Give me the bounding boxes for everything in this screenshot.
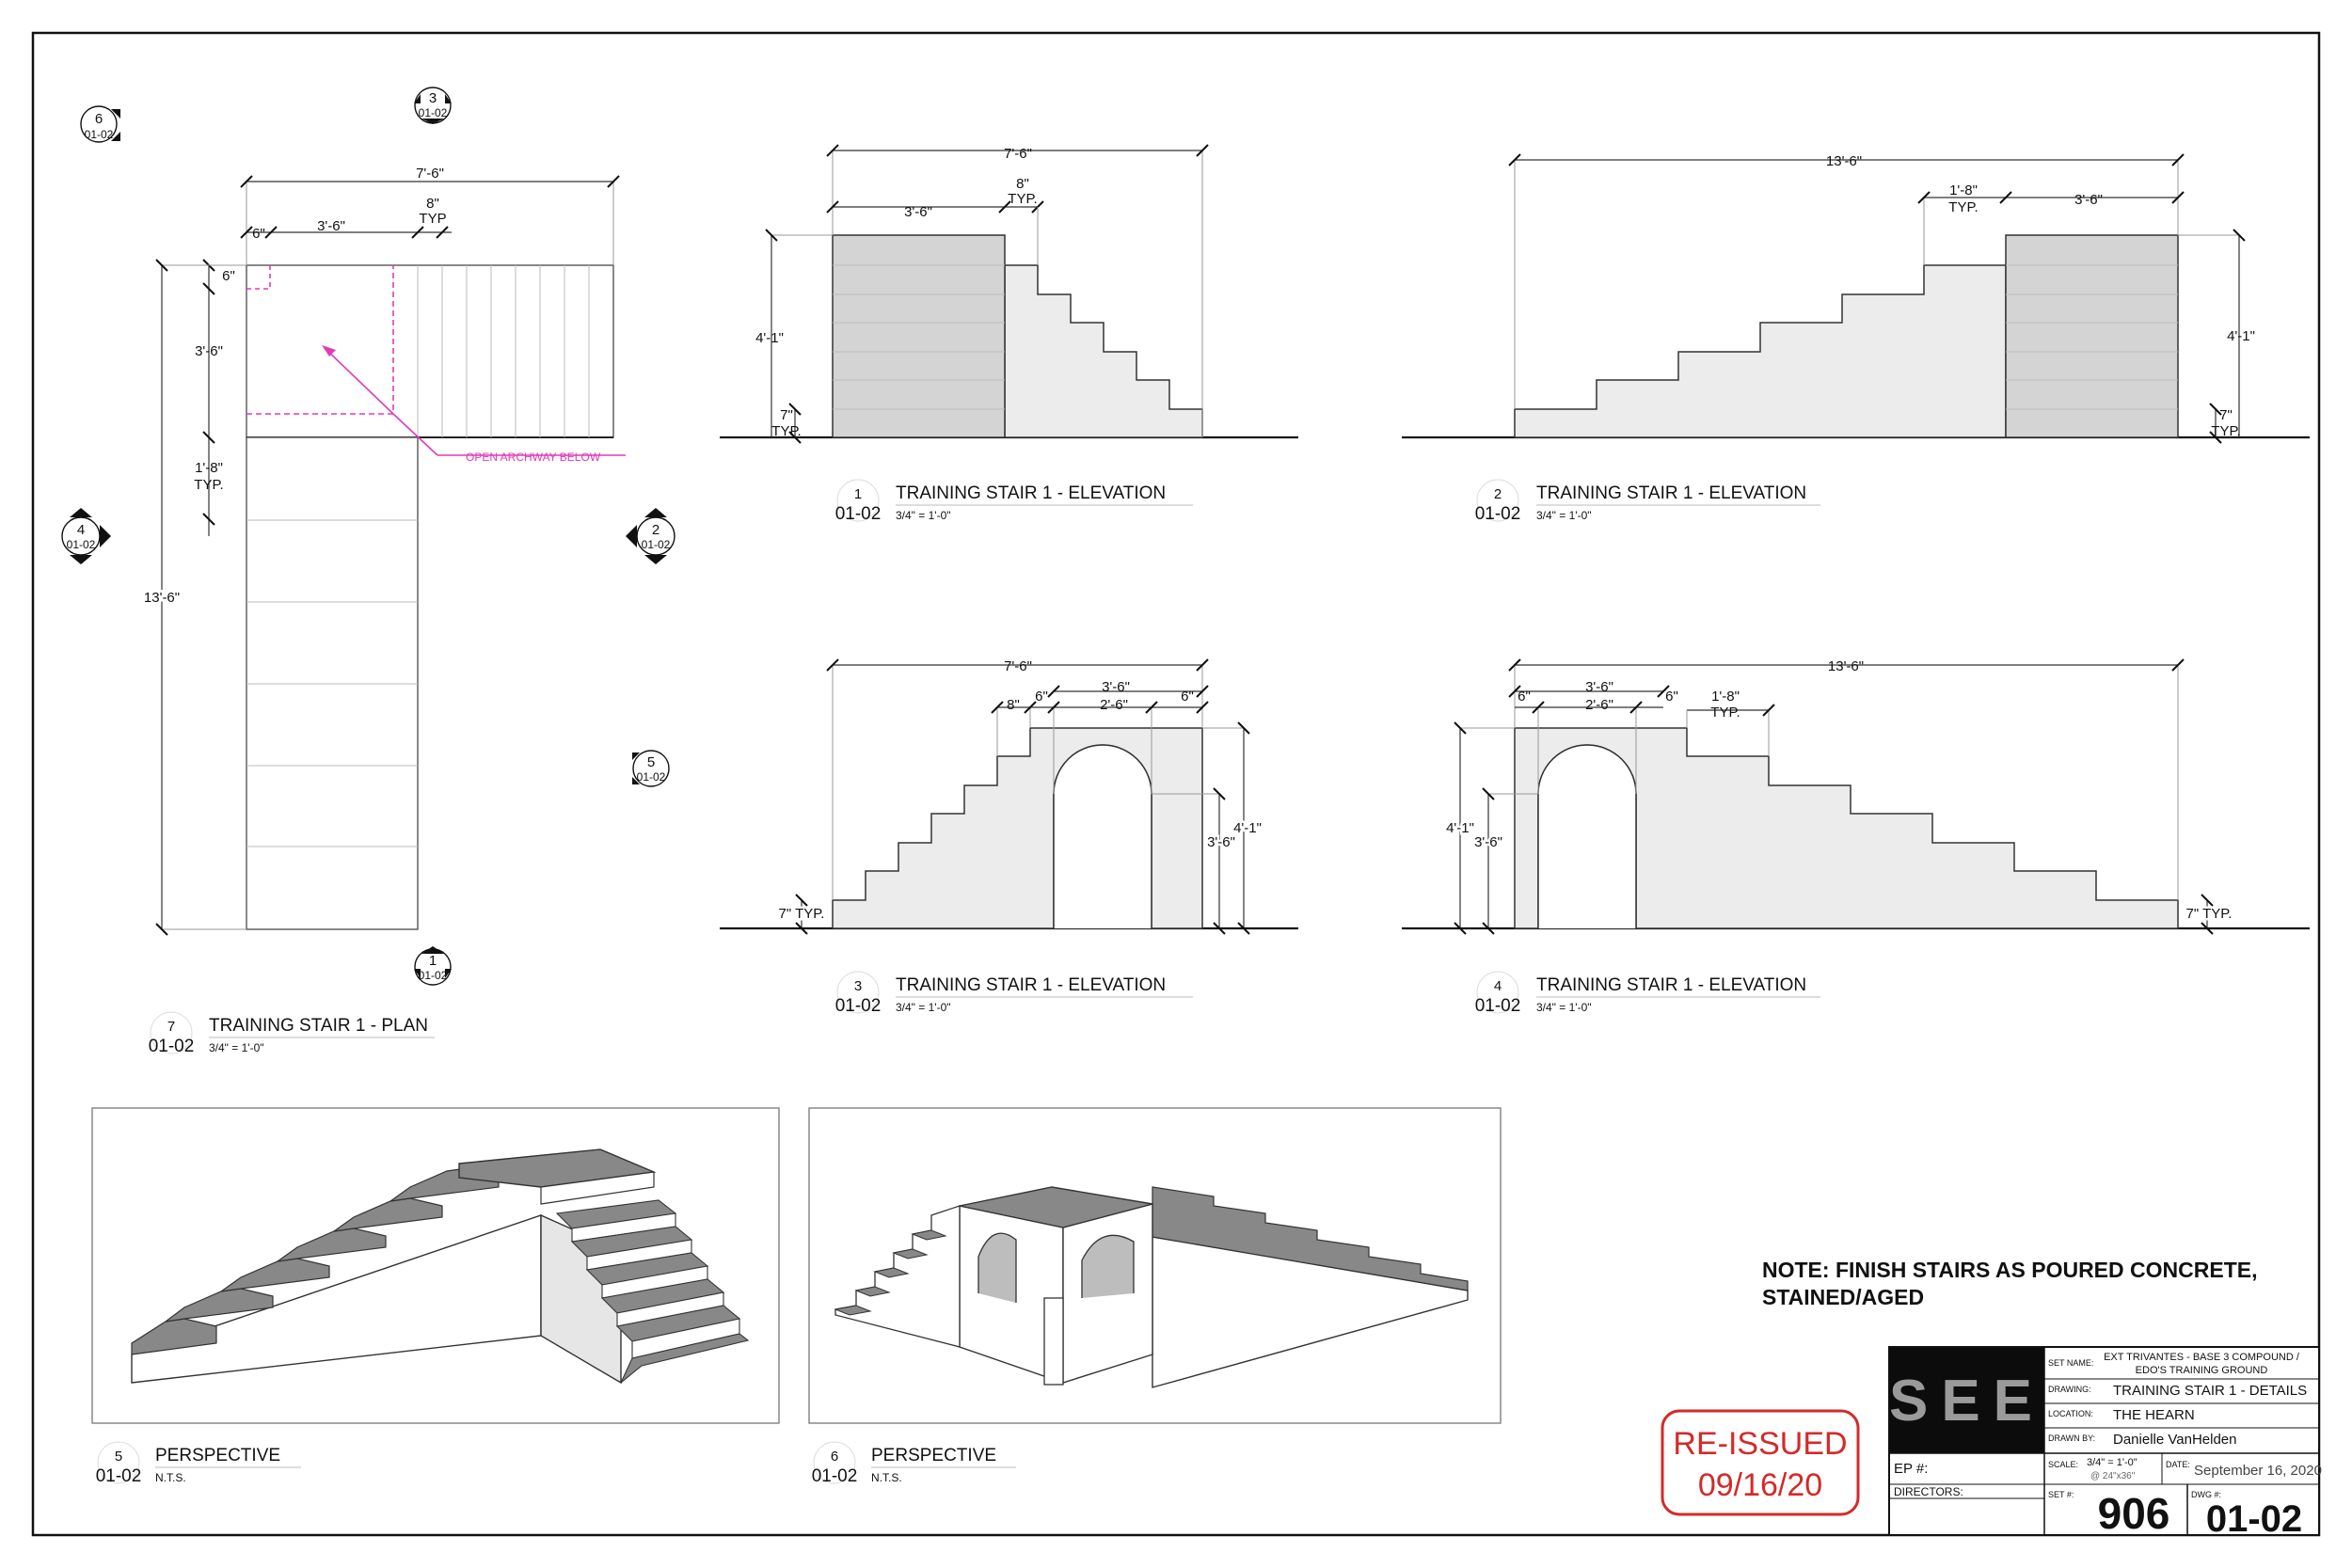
dim-e4-4-1: 4'-1" [1446, 820, 1474, 836]
section-callout-6[interactable] [81, 106, 120, 142]
svg-text:TRAINING STAIR 1 - ELEVATION: TRAINING STAIR 1 - ELEVATION [896, 483, 1167, 503]
dim-plan-3-6: 3'-6" [317, 218, 345, 234]
svg-text:EP #:: EP #: [1894, 1461, 1929, 1477]
callout-sheet-ref: 01-02 [641, 538, 671, 551]
section-callout-2[interactable] [626, 508, 675, 564]
dim-e4-3-6v: 3'-6" [1474, 834, 1502, 850]
svg-text:4: 4 [1493, 978, 1502, 994]
svg-text:3: 3 [853, 978, 863, 994]
dim-e3-4-1: 4'-1" [1233, 820, 1262, 836]
svg-text:09/16/20: 09/16/20 [1697, 1467, 1823, 1503]
dim-plan-typ: TYP [419, 211, 447, 227]
svg-text:N.T.S.: N.T.S. [155, 1471, 186, 1484]
svg-text:01-02: 01-02 [148, 1037, 195, 1056]
callout-sheet-ref: 01-02 [84, 128, 114, 141]
callout-number: 1 [428, 953, 437, 969]
dim-e3-3-6: 3'-6" [1102, 679, 1130, 695]
svg-text:TRAINING STAIR 1 - ELEVATION: TRAINING STAIR 1 - ELEVATION [1536, 483, 1807, 503]
dim-plan-6-v: 6" [222, 268, 235, 284]
section-callout-1[interactable] [414, 946, 452, 985]
dim-e3-6b: 6" [1181, 689, 1194, 705]
dim-plan-3-6-v: 3'-6" [195, 343, 223, 359]
dim-e4-7typ: 7" TYP. [2185, 906, 2233, 922]
dim-e1-8: 8" [1016, 176, 1029, 192]
dim-e4-2-6: 2'-6" [1585, 697, 1613, 713]
dim-e3-7typ: 7" TYP. [778, 906, 825, 922]
svg-text:N.T.S.: N.T.S. [871, 1471, 902, 1484]
callout-sheet-ref: 01-02 [636, 770, 666, 784]
callout-number: 5 [646, 754, 656, 770]
dim-e4-6a: 6" [1518, 689, 1531, 705]
dim-e2-typ: TYP. [1948, 199, 1979, 215]
plan-view [144, 166, 626, 935]
svg-text:Danielle VanHelden: Danielle VanHelden [2113, 1432, 2237, 1448]
svg-text:01-02: 01-02 [834, 996, 882, 1016]
view-title-1 [835, 480, 1193, 524]
svg-text:TRAINING STAIR 1 - ELEVATION: TRAINING STAIR 1 - ELEVATION [1536, 975, 1807, 995]
dim-e2-3-6: 3'-6" [2074, 192, 2103, 208]
callout-sheet-ref: 01-02 [418, 106, 448, 119]
view-title-6 [812, 1442, 1016, 1486]
svg-text:TRAINING STAIR 1 - DETAILS: TRAINING STAIR 1 - DETAILS [2113, 1383, 2308, 1399]
dim-e3-6a: 6" [1035, 689, 1048, 705]
dim-e4-6b: 6" [1665, 689, 1678, 705]
callout-number: 3 [428, 90, 437, 106]
svg-text:3/4" = 1'-0": 3/4" = 1'-0" [896, 509, 951, 522]
dim-e2-1-8: 1'-8" [1949, 182, 1978, 198]
svg-text:EDO'S TRAINING GROUND: EDO'S TRAINING GROUND [2135, 1365, 2268, 1376]
dim-e2-typ2: TYP. [2211, 423, 2241, 439]
svg-text:01-02: 01-02 [1474, 504, 1521, 524]
section-callout-4[interactable] [62, 508, 111, 564]
dim-e3-2-6: 2'-6" [1100, 697, 1128, 713]
svg-text:5: 5 [114, 1449, 123, 1465]
svg-text:EXT TRIVANTES - BASE 3 COMPOUN: EXT TRIVANTES - BASE 3 COMPOUND / [2104, 1352, 2299, 1363]
dim-e4-typ: TYP. [1710, 705, 1740, 721]
dim-e2-7: 7" [2219, 407, 2233, 423]
svg-text:September 16, 2020: September 16, 2020 [2194, 1463, 2322, 1479]
svg-text:STAINED/AGED: STAINED/AGED [1762, 1285, 1925, 1309]
svg-text:3/4" = 1'-0": 3/4" = 1'-0" [1536, 509, 1592, 522]
svg-text:TRAINING STAIR 1 - PLAN: TRAINING STAIR 1 - PLAN [209, 1016, 428, 1036]
dim-plan-1-8: 1'-8" [195, 460, 223, 476]
view-title-7 [149, 1012, 435, 1056]
archway-note: OPEN ARCHWAY BELOW [466, 451, 601, 464]
svg-text:SET NAME:: SET NAME: [2048, 1358, 2094, 1368]
section-callout-5[interactable] [632, 751, 669, 786]
dim-plan-8: 8" [426, 196, 439, 212]
svg-text:2: 2 [1493, 486, 1502, 502]
view-title-3 [835, 972, 1193, 1016]
dim-e3-overall: 7'-6" [1004, 658, 1032, 674]
elevation-1 [720, 145, 1298, 443]
svg-text:1: 1 [853, 486, 863, 502]
svg-text:PERSPECTIVE: PERSPECTIVE [155, 1446, 281, 1465]
title-block [1889, 1347, 2322, 1540]
svg-text:01-02: 01-02 [1474, 996, 1521, 1016]
svg-text:PERSPECTIVE: PERSPECTIVE [871, 1446, 997, 1465]
dim-e1-typ: TYP. [1008, 191, 1038, 207]
dim-e3-8: 8" [1007, 697, 1020, 713]
dim-e1-typ2: TYP. [771, 423, 802, 439]
svg-text:THE HEARN: THE HEARN [2113, 1407, 2195, 1423]
svg-text:NOTE: FINISH STAIRS AS POURED: NOTE: FINISH STAIRS AS POURED CONCRETE, [1762, 1258, 2258, 1282]
dim-e1-overall: 7'-6" [1004, 146, 1032, 162]
callout-sheet-ref: 01-02 [66, 538, 96, 551]
dim-e4-overall: 13'-6" [1827, 658, 1865, 674]
reissued-stamp [1662, 1411, 1858, 1514]
svg-text:01-02: 01-02 [95, 1466, 142, 1486]
dim-e2-height: 4'-1" [2227, 328, 2255, 344]
dim-plan-6: 6" [252, 226, 265, 242]
callout-sheet-ref: 01-02 [418, 969, 448, 982]
view-title-5 [96, 1442, 301, 1486]
dim-e4-1-8: 1'-8" [1711, 689, 1740, 705]
svg-text:DWG #:: DWG #: [2191, 1490, 2222, 1499]
svg-text:LOCATION:: LOCATION: [2048, 1409, 2093, 1418]
dim-plan-typ2: TYP. [194, 477, 224, 493]
callout-number: 2 [651, 522, 660, 538]
elevation-3 [720, 658, 1298, 934]
view-title-2 [1475, 480, 1820, 524]
dim-e2-overall: 13'-6" [1825, 153, 1863, 169]
dim-e3-3-6v: 3'-6" [1207, 834, 1235, 850]
svg-text:01-02: 01-02 [834, 504, 882, 524]
svg-text:3/4" = 1'-0": 3/4" = 1'-0" [1536, 1001, 1592, 1014]
svg-text:DRAWN BY:: DRAWN BY: [2048, 1433, 2096, 1443]
svg-text:@ 24"x36": @ 24"x36" [2090, 1471, 2136, 1481]
perspective-5 [92, 1108, 779, 1423]
perspective-6 [809, 1108, 1501, 1423]
callout-number: 6 [94, 111, 103, 127]
svg-text:SET #:: SET #: [2048, 1490, 2074, 1499]
elevation-4 [1402, 658, 2310, 934]
drawing-number: 01-02 [2205, 1498, 2303, 1540]
svg-text:01-02: 01-02 [811, 1466, 858, 1486]
svg-text:3/4" = 1'-0": 3/4" = 1'-0" [209, 1041, 264, 1054]
dim-plan-13-6: 13'-6" [143, 590, 181, 606]
svg-text:RE-ISSUED: RE-ISSUED [1673, 1426, 1848, 1462]
see-logo: SEE [1888, 1369, 2046, 1433]
svg-text:3/4" = 1'-0": 3/4" = 1'-0" [2087, 1457, 2137, 1468]
elevation-2 [1402, 153, 2310, 443]
svg-text:TRAINING STAIR 1 - ELEVATION: TRAINING STAIR 1 - ELEVATION [896, 975, 1167, 995]
svg-text:7: 7 [167, 1019, 176, 1035]
general-note [1762, 1258, 2257, 1309]
svg-text:DRAWING:: DRAWING: [2048, 1385, 2091, 1394]
dim-e4-3-6: 3'-6" [1585, 679, 1613, 695]
callout-number: 4 [76, 522, 86, 538]
svg-text:6: 6 [830, 1449, 839, 1465]
view-title-4 [1475, 972, 1820, 1016]
dim-e1-7: 7" [780, 407, 793, 423]
svg-text:DATE:: DATE: [2166, 1460, 2190, 1469]
dim-e1-3-6: 3'-6" [904, 204, 932, 220]
svg-text:SCALE:: SCALE: [2048, 1460, 2079, 1469]
svg-text:DIRECTORS:: DIRECTORS: [1894, 1485, 1963, 1498]
section-callout-3[interactable] [414, 87, 452, 124]
dim-e1-height: 4'-1" [755, 330, 784, 346]
dim-plan-overall: 7'-6" [416, 166, 444, 182]
set-number: 906 [2097, 1489, 2170, 1538]
svg-text:3/4" = 1'-0": 3/4" = 1'-0" [896, 1001, 951, 1014]
